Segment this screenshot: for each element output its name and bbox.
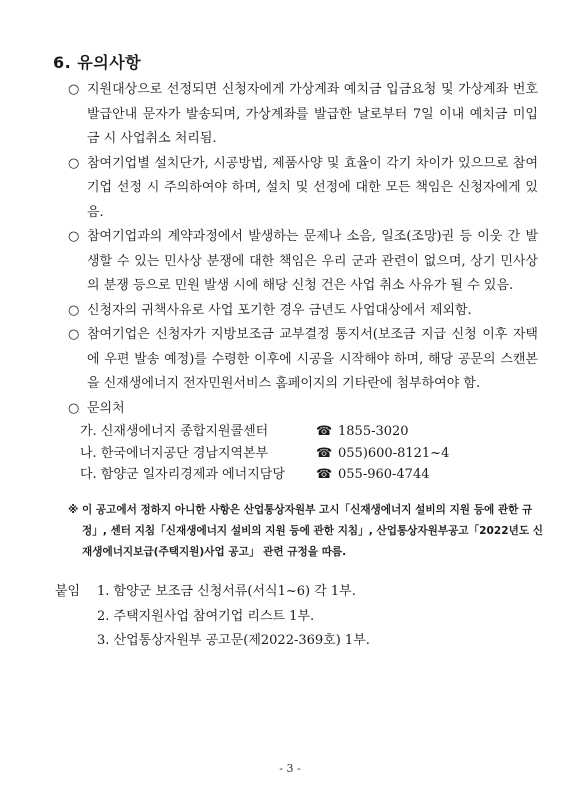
notice-list xyxy=(68,78,538,486)
circle-bullet-icon: ○ xyxy=(68,327,80,342)
reference-mark-icon: ※ xyxy=(68,504,79,516)
list-item xyxy=(68,323,538,397)
contact-org: 가. 신재생에너지 종합지원콜센터 xyxy=(80,424,269,439)
list-item xyxy=(68,225,538,299)
attachment-item: 1. 함양군 보조금 신청서류(서식1~6) 각 1부. xyxy=(97,584,356,599)
circle-bullet-icon: ○ xyxy=(68,82,80,97)
contact-org: 나. 한국에너지공단 경남지역본부 xyxy=(80,445,269,461)
attachment-list xyxy=(97,580,370,654)
circle-bullet-icon: ○ xyxy=(68,400,80,416)
attachment-item: 2. 주택지원사업 참여기업 리스트 1부. xyxy=(97,608,315,624)
section-title: 6. 유의사항 xyxy=(53,53,142,72)
item-text: 지원대상으로 선정되면 신청자에게 가상계좌 예치금 입금요청 및 가상계좌 번호 발급안내 문자가 발송되며, 가상계좌를 발급한 날로부터 7일 이내 예치금 미입금 시 사업취소 처리됨. xyxy=(87,82,538,146)
contact-phone: 1855-3020 xyxy=(338,424,409,439)
list-item xyxy=(68,299,538,324)
attachments xyxy=(55,580,370,654)
item-text: 문의처 xyxy=(87,400,125,416)
list-item-contact-heading xyxy=(68,397,538,422)
telephone-icon: ☎ xyxy=(316,445,333,461)
regulation-notice xyxy=(68,500,552,563)
list-item xyxy=(68,78,538,152)
circle-bullet-icon: ○ xyxy=(68,229,80,244)
attachment-item: 3. 산업통상자원부 공고문(제2022-369호) 1부. xyxy=(97,633,370,648)
circle-bullet-icon: ○ xyxy=(68,155,80,171)
telephone-icon: ☎ xyxy=(316,467,333,482)
list-item xyxy=(68,152,538,226)
attachments-label: 붙임 xyxy=(55,584,81,599)
contact-phone: 055-960-4744 xyxy=(338,467,430,482)
contact-list xyxy=(80,421,538,486)
item-text: 참여기업별 설치단가, 시공방법, 제품사양 및 효율이 각기 차이가 있으므로 참여기업 선정 시 주의하여야 하며, 설치 및 선정에 대한 모든 책임은 신청자에게 있음. xyxy=(87,155,538,220)
telephone-icon: ☎ xyxy=(316,424,333,439)
item-text: 참여기업은 신청자가 지방보조금 교부결정 통지서(보조금 지급 신청 이후 자택에 우편 발송 예정)를 수령한 이후에 시공을 시작해야 하며, 해당 공문의 스캔본을 신재생에너지 전자민원서비스 홈페이지의 기타란에 첨부하여야 함. xyxy=(87,327,538,391)
contact-org: 다. 함양군 일자리경제과 에너지담당 xyxy=(80,467,285,482)
contact-row xyxy=(80,464,538,486)
circle-bullet-icon: ○ xyxy=(68,302,80,318)
item-text: 참여기업과의 계약과정에서 발생하는 문제나 소음, 일조(조망)권 등 이웃 간 발생할 수 있는 민사상 분쟁에 대한 책임은 우리 군과 관련이 없으며, 상기 민사상의 분쟁 등으로 민원 발생 시에 해당 신청 건은 사업 취소 사유가 될 수 있음. xyxy=(87,229,538,293)
page-number: - 3 - xyxy=(279,762,301,775)
contact-phone: 055)600-8121~4 xyxy=(338,445,450,461)
contact-row xyxy=(80,443,538,465)
item-text: 신청자의 귀책사유로 사업 포기한 경우 금년도 사업대상에서 제외함. xyxy=(87,302,472,318)
contact-row xyxy=(80,421,538,443)
notice-text: 이 공고에서 정하지 아니한 사항은 산업통상자원부 고시「신재생에너지 설비의 지원 등에 관한 규정」, 센터 지침「신재생에너지 설비의 지원 등에 관한 지침」, 산업통상자원부공고「2022년도 신재생에너지보급(주택지원)사업 공고」 관련 규정을 따름. xyxy=(82,504,544,558)
